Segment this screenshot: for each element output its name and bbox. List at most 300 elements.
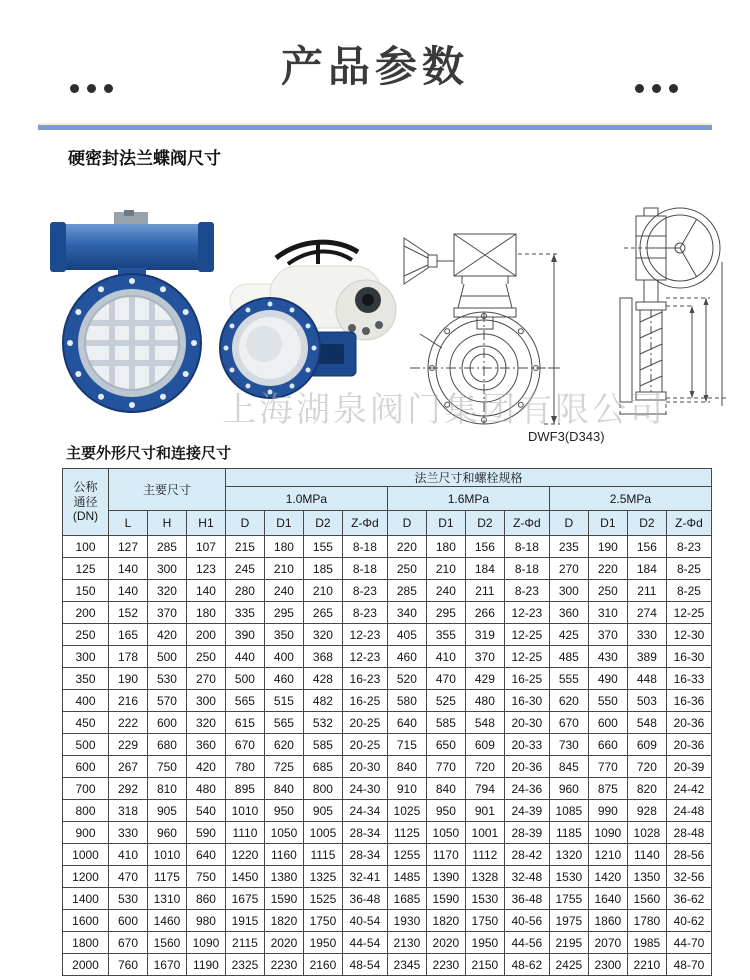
dn-cell: 2000 bbox=[63, 954, 109, 976]
value-cell: 2325 bbox=[225, 954, 264, 976]
table-row bbox=[63, 822, 712, 844]
value-cell: 20-25 bbox=[342, 712, 387, 734]
value-cell: 123 bbox=[186, 558, 225, 580]
value-cell: 1675 bbox=[225, 888, 264, 910]
value-cell: 1390 bbox=[426, 866, 465, 888]
value-cell: 680 bbox=[147, 734, 186, 756]
dimensions-table-wrap bbox=[62, 468, 712, 976]
value-cell: 429 bbox=[465, 668, 504, 690]
value-cell: 140 bbox=[109, 580, 148, 602]
value-cell: 240 bbox=[264, 580, 303, 602]
value-cell: 44-56 bbox=[504, 932, 549, 954]
value-cell: 390 bbox=[225, 624, 264, 646]
value-cell: 211 bbox=[627, 580, 666, 602]
value-cell: 928 bbox=[627, 800, 666, 822]
value-cell: 1001 bbox=[465, 822, 504, 844]
value-cell: 770 bbox=[588, 756, 627, 778]
dn-cell: 1200 bbox=[63, 866, 109, 888]
value-cell: 600 bbox=[147, 712, 186, 734]
value-cell: 20-39 bbox=[666, 756, 711, 778]
table-row bbox=[63, 580, 712, 602]
value-cell: 355 bbox=[426, 624, 465, 646]
value-cell: 960 bbox=[147, 822, 186, 844]
value-cell: 340 bbox=[387, 602, 426, 624]
value-cell: 615 bbox=[225, 712, 264, 734]
col-header: Z-Φd bbox=[342, 511, 387, 536]
value-cell: 1780 bbox=[627, 910, 666, 932]
col-header: D2 bbox=[465, 511, 504, 536]
table-row bbox=[63, 602, 712, 624]
value-cell: 8-18 bbox=[504, 558, 549, 580]
value-cell: 28-34 bbox=[342, 844, 387, 866]
value-cell: 2230 bbox=[264, 954, 303, 976]
value-cell: 36-48 bbox=[342, 888, 387, 910]
value-cell: 1560 bbox=[627, 888, 666, 910]
value-cell: 266 bbox=[465, 602, 504, 624]
value-cell: 1820 bbox=[264, 910, 303, 932]
value-cell: 265 bbox=[303, 602, 342, 624]
value-cell: 270 bbox=[549, 558, 588, 580]
value-cell: 211 bbox=[465, 580, 504, 602]
dn-cell: 350 bbox=[63, 668, 109, 690]
value-cell: 530 bbox=[147, 668, 186, 690]
value-cell: 274 bbox=[627, 602, 666, 624]
value-cell: 585 bbox=[426, 712, 465, 734]
value-cell: 1950 bbox=[303, 932, 342, 954]
value-cell: 48-54 bbox=[342, 954, 387, 976]
value-cell: 1170 bbox=[426, 844, 465, 866]
value-cell: 229 bbox=[109, 734, 148, 756]
drawing-model-label: DWF3(D343) bbox=[528, 429, 605, 444]
value-cell: 1090 bbox=[186, 932, 225, 954]
value-cell: 20-36 bbox=[504, 756, 549, 778]
value-cell: 1010 bbox=[147, 844, 186, 866]
value-cell: 715 bbox=[387, 734, 426, 756]
value-cell: 1420 bbox=[588, 866, 627, 888]
dn-cell: 250 bbox=[63, 624, 109, 646]
col-header: H1 bbox=[186, 511, 225, 536]
value-cell: 20-33 bbox=[504, 734, 549, 756]
value-cell: 482 bbox=[303, 690, 342, 712]
value-cell: 8-18 bbox=[342, 536, 387, 558]
value-cell: 1560 bbox=[147, 932, 186, 954]
value-cell: 548 bbox=[465, 712, 504, 734]
value-cell: 1530 bbox=[549, 866, 588, 888]
value-cell: 405 bbox=[387, 624, 426, 646]
subtitle: 硬密封法兰蝶阀尺寸 bbox=[68, 149, 221, 168]
value-cell: 8-23 bbox=[342, 602, 387, 624]
value-cell: 750 bbox=[147, 756, 186, 778]
value-cell: 28-34 bbox=[342, 822, 387, 844]
value-cell: 8-25 bbox=[666, 580, 711, 602]
table-row bbox=[63, 712, 712, 734]
value-cell: 609 bbox=[465, 734, 504, 756]
value-cell: 156 bbox=[627, 536, 666, 558]
value-cell: 515 bbox=[264, 690, 303, 712]
value-cell: 16-23 bbox=[342, 668, 387, 690]
col-header: D bbox=[225, 511, 264, 536]
value-cell: 370 bbox=[588, 624, 627, 646]
value-cell: 480 bbox=[186, 778, 225, 800]
header-pressure-2.5mpa: 2.5MPa bbox=[549, 487, 711, 511]
value-cell: 140 bbox=[186, 580, 225, 602]
value-cell: 1190 bbox=[186, 954, 225, 976]
value-cell: 190 bbox=[109, 668, 148, 690]
value-cell: 1525 bbox=[303, 888, 342, 910]
valve-photo-electric-actuator bbox=[218, 232, 398, 404]
value-cell: 448 bbox=[627, 668, 666, 690]
value-cell: 48-70 bbox=[666, 954, 711, 976]
value-cell: 16-33 bbox=[666, 668, 711, 690]
col-header: Z-Φd bbox=[504, 511, 549, 536]
value-cell: 295 bbox=[426, 602, 465, 624]
value-cell: 20-36 bbox=[666, 734, 711, 756]
value-cell: 525 bbox=[426, 690, 465, 712]
value-cell: 1975 bbox=[549, 910, 588, 932]
value-cell: 300 bbox=[549, 580, 588, 602]
value-cell: 330 bbox=[109, 822, 148, 844]
value-cell: 8-25 bbox=[666, 558, 711, 580]
value-cell: 650 bbox=[426, 734, 465, 756]
table-row bbox=[63, 932, 712, 954]
value-cell: 555 bbox=[549, 668, 588, 690]
col-header: D1 bbox=[264, 511, 303, 536]
value-cell: 845 bbox=[549, 756, 588, 778]
value-cell: 220 bbox=[387, 536, 426, 558]
value-cell: 1328 bbox=[465, 866, 504, 888]
value-cell: 8-23 bbox=[666, 536, 711, 558]
value-cell: 36-62 bbox=[666, 888, 711, 910]
value-cell: 32-56 bbox=[666, 866, 711, 888]
dn-cell: 900 bbox=[63, 822, 109, 844]
value-cell: 370 bbox=[147, 602, 186, 624]
value-cell: 1090 bbox=[588, 822, 627, 844]
value-cell: 532 bbox=[303, 712, 342, 734]
decor-dots-left-icon bbox=[70, 84, 113, 93]
value-cell: 1110 bbox=[225, 822, 264, 844]
value-cell: 620 bbox=[264, 734, 303, 756]
value-cell: 600 bbox=[588, 712, 627, 734]
value-cell: 8-18 bbox=[342, 558, 387, 580]
value-cell: 420 bbox=[186, 756, 225, 778]
dn-cell: 800 bbox=[63, 800, 109, 822]
header-dn-line1: 公称 bbox=[73, 480, 98, 495]
value-cell: 1750 bbox=[303, 910, 342, 932]
value-cell: 1185 bbox=[549, 822, 588, 844]
value-cell: 905 bbox=[147, 800, 186, 822]
value-cell: 1028 bbox=[627, 822, 666, 844]
value-cell: 1210 bbox=[588, 844, 627, 866]
value-cell: 725 bbox=[264, 756, 303, 778]
value-cell: 360 bbox=[549, 602, 588, 624]
value-cell: 720 bbox=[627, 756, 666, 778]
value-cell: 184 bbox=[627, 558, 666, 580]
value-cell: 2300 bbox=[588, 954, 627, 976]
table-row bbox=[63, 558, 712, 580]
value-cell: 428 bbox=[303, 668, 342, 690]
dn-cell: 125 bbox=[63, 558, 109, 580]
value-cell: 860 bbox=[186, 888, 225, 910]
value-cell: 370 bbox=[465, 646, 504, 668]
value-cell: 250 bbox=[186, 646, 225, 668]
value-cell: 1320 bbox=[549, 844, 588, 866]
value-cell: 240 bbox=[426, 580, 465, 602]
value-cell: 24-39 bbox=[504, 800, 549, 822]
table-row bbox=[63, 690, 712, 712]
value-cell: 1590 bbox=[264, 888, 303, 910]
value-cell: 1750 bbox=[465, 910, 504, 932]
value-cell: 36-48 bbox=[504, 888, 549, 910]
table-row bbox=[63, 646, 712, 668]
value-cell: 1140 bbox=[627, 844, 666, 866]
value-cell: 24-30 bbox=[342, 778, 387, 800]
value-cell: 16-30 bbox=[666, 646, 711, 668]
value-cell: 389 bbox=[627, 646, 666, 668]
col-header: D2 bbox=[303, 511, 342, 536]
value-cell: 950 bbox=[426, 800, 465, 822]
value-cell: 1485 bbox=[387, 866, 426, 888]
col-header: D bbox=[387, 511, 426, 536]
value-cell: 20-30 bbox=[342, 756, 387, 778]
header-pressure-1.0mpa: 1.0MPa bbox=[225, 487, 387, 511]
dn-cell: 100 bbox=[63, 536, 109, 558]
value-cell: 12-25 bbox=[504, 624, 549, 646]
value-cell: 1025 bbox=[387, 800, 426, 822]
value-cell: 280 bbox=[225, 580, 264, 602]
value-cell: 2070 bbox=[588, 932, 627, 954]
col-header: D1 bbox=[588, 511, 627, 536]
value-cell: 28-48 bbox=[666, 822, 711, 844]
valve-photo-pneumatic-actuator bbox=[48, 210, 216, 415]
value-cell: 16-25 bbox=[342, 690, 387, 712]
value-cell: 310 bbox=[588, 602, 627, 624]
value-cell: 640 bbox=[186, 844, 225, 866]
table-row bbox=[63, 866, 712, 888]
value-cell: 425 bbox=[549, 624, 588, 646]
value-cell: 210 bbox=[264, 558, 303, 580]
value-cell: 600 bbox=[109, 910, 148, 932]
value-cell: 440 bbox=[225, 646, 264, 668]
value-cell: 670 bbox=[549, 712, 588, 734]
dn-cell: 400 bbox=[63, 690, 109, 712]
table-row bbox=[63, 844, 712, 866]
value-cell: 350 bbox=[264, 624, 303, 646]
value-cell: 1005 bbox=[303, 822, 342, 844]
value-cell: 24-42 bbox=[666, 778, 711, 800]
value-cell: 550 bbox=[588, 690, 627, 712]
value-cell: 730 bbox=[549, 734, 588, 756]
table-row bbox=[63, 778, 712, 800]
value-cell: 16-36 bbox=[666, 690, 711, 712]
header-main-dimensions: 主要尺寸 bbox=[109, 469, 226, 511]
value-cell: 1450 bbox=[225, 866, 264, 888]
value-cell: 590 bbox=[186, 822, 225, 844]
decor-dots-right-icon bbox=[635, 84, 678, 93]
dn-cell: 150 bbox=[63, 580, 109, 602]
value-cell: 1112 bbox=[465, 844, 504, 866]
value-cell: 1755 bbox=[549, 888, 588, 910]
value-cell: 8-23 bbox=[504, 580, 549, 602]
value-cell: 140 bbox=[109, 558, 148, 580]
value-cell: 1310 bbox=[147, 888, 186, 910]
value-cell: 530 bbox=[109, 888, 148, 910]
value-cell: 319 bbox=[465, 624, 504, 646]
value-cell: 48-62 bbox=[504, 954, 549, 976]
value-cell: 1010 bbox=[225, 800, 264, 822]
value-cell: 285 bbox=[147, 536, 186, 558]
table-row bbox=[63, 954, 712, 976]
value-cell: 1530 bbox=[465, 888, 504, 910]
table-row bbox=[63, 888, 712, 910]
value-cell: 430 bbox=[588, 646, 627, 668]
col-header: Z-Φd bbox=[666, 511, 711, 536]
col-header: D bbox=[549, 511, 588, 536]
value-cell: 770 bbox=[426, 756, 465, 778]
value-cell: 40-56 bbox=[504, 910, 549, 932]
dn-cell: 450 bbox=[63, 712, 109, 734]
value-cell: 410 bbox=[109, 844, 148, 866]
value-cell: 215 bbox=[225, 536, 264, 558]
value-cell: 8-23 bbox=[342, 580, 387, 602]
value-cell: 2230 bbox=[426, 954, 465, 976]
value-cell: 220 bbox=[588, 558, 627, 580]
value-cell: 1860 bbox=[588, 910, 627, 932]
value-cell: 780 bbox=[225, 756, 264, 778]
value-cell: 28-39 bbox=[504, 822, 549, 844]
value-cell: 620 bbox=[549, 690, 588, 712]
value-cell: 1160 bbox=[264, 844, 303, 866]
value-cell: 1915 bbox=[225, 910, 264, 932]
value-cell: 222 bbox=[109, 712, 148, 734]
title-divider bbox=[38, 123, 712, 130]
value-cell: 2425 bbox=[549, 954, 588, 976]
value-cell: 200 bbox=[186, 624, 225, 646]
value-cell: 520 bbox=[387, 668, 426, 690]
table-row bbox=[63, 734, 712, 756]
value-cell: 44-54 bbox=[342, 932, 387, 954]
value-cell: 840 bbox=[387, 756, 426, 778]
value-cell: 127 bbox=[109, 536, 148, 558]
value-cell: 460 bbox=[387, 646, 426, 668]
value-cell: 245 bbox=[225, 558, 264, 580]
value-cell: 470 bbox=[109, 866, 148, 888]
value-cell: 2150 bbox=[465, 954, 504, 976]
value-cell: 660 bbox=[588, 734, 627, 756]
value-cell: 640 bbox=[387, 712, 426, 734]
value-cell: 2115 bbox=[225, 932, 264, 954]
value-cell: 410 bbox=[426, 646, 465, 668]
value-cell: 485 bbox=[549, 646, 588, 668]
value-cell: 460 bbox=[264, 668, 303, 690]
value-cell: 24-36 bbox=[504, 778, 549, 800]
value-cell: 1985 bbox=[627, 932, 666, 954]
table-body bbox=[63, 536, 712, 976]
value-cell: 270 bbox=[186, 668, 225, 690]
value-cell: 820 bbox=[627, 778, 666, 800]
value-cell: 250 bbox=[588, 580, 627, 602]
value-cell: 1115 bbox=[303, 844, 342, 866]
value-cell: 20-30 bbox=[504, 712, 549, 734]
value-cell: 8-18 bbox=[504, 536, 549, 558]
value-cell: 480 bbox=[465, 690, 504, 712]
header-dn bbox=[63, 469, 109, 536]
value-cell: 1125 bbox=[387, 822, 426, 844]
value-cell: 107 bbox=[186, 536, 225, 558]
value-cell: 840 bbox=[264, 778, 303, 800]
value-cell: 216 bbox=[109, 690, 148, 712]
value-cell: 1325 bbox=[303, 866, 342, 888]
page-title: 产品参数 bbox=[280, 43, 469, 90]
table-row bbox=[63, 910, 712, 932]
value-cell: 2195 bbox=[549, 932, 588, 954]
value-cell: 500 bbox=[147, 646, 186, 668]
value-cell: 570 bbox=[147, 690, 186, 712]
value-cell: 2345 bbox=[387, 954, 426, 976]
dn-cell: 500 bbox=[63, 734, 109, 756]
value-cell: 295 bbox=[264, 602, 303, 624]
value-cell: 28-56 bbox=[666, 844, 711, 866]
dn-cell: 700 bbox=[63, 778, 109, 800]
value-cell: 1460 bbox=[147, 910, 186, 932]
value-cell: 12-25 bbox=[504, 646, 549, 668]
value-cell: 585 bbox=[303, 734, 342, 756]
value-cell: 840 bbox=[426, 778, 465, 800]
value-cell: 1820 bbox=[426, 910, 465, 932]
value-cell: 210 bbox=[426, 558, 465, 580]
value-cell: 184 bbox=[465, 558, 504, 580]
value-cell: 2130 bbox=[387, 932, 426, 954]
value-cell: 2210 bbox=[627, 954, 666, 976]
value-cell: 905 bbox=[303, 800, 342, 822]
value-cell: 368 bbox=[303, 646, 342, 668]
value-cell: 1050 bbox=[426, 822, 465, 844]
value-cell: 40-62 bbox=[666, 910, 711, 932]
value-cell: 16-30 bbox=[504, 690, 549, 712]
value-cell: 910 bbox=[387, 778, 426, 800]
header-dn-line3: (DN) bbox=[72, 509, 99, 524]
value-cell: 2020 bbox=[426, 932, 465, 954]
value-cell: 20-36 bbox=[666, 712, 711, 734]
value-cell: 12-25 bbox=[666, 602, 711, 624]
value-cell: 1085 bbox=[549, 800, 588, 822]
value-cell: 32-48 bbox=[504, 866, 549, 888]
value-cell: 267 bbox=[109, 756, 148, 778]
value-cell: 1685 bbox=[387, 888, 426, 910]
header-pressure-1.6mpa: 1.6MPa bbox=[387, 487, 549, 511]
value-cell: 500 bbox=[225, 668, 264, 690]
value-cell: 16-25 bbox=[504, 668, 549, 690]
value-cell: 190 bbox=[588, 536, 627, 558]
value-cell: 548 bbox=[627, 712, 666, 734]
value-cell: 540 bbox=[186, 800, 225, 822]
value-cell: 1255 bbox=[387, 844, 426, 866]
value-cell: 685 bbox=[303, 756, 342, 778]
value-cell: 503 bbox=[627, 690, 666, 712]
value-cell: 1050 bbox=[264, 822, 303, 844]
value-cell: 1640 bbox=[588, 888, 627, 910]
value-cell: 180 bbox=[264, 536, 303, 558]
value-cell: 1350 bbox=[627, 866, 666, 888]
value-cell: 12-23 bbox=[504, 602, 549, 624]
value-cell: 320 bbox=[186, 712, 225, 734]
value-cell: 1175 bbox=[147, 866, 186, 888]
value-cell: 156 bbox=[465, 536, 504, 558]
dn-cell: 1800 bbox=[63, 932, 109, 954]
value-cell: 40-54 bbox=[342, 910, 387, 932]
value-cell: 760 bbox=[109, 954, 148, 976]
value-cell: 178 bbox=[109, 646, 148, 668]
value-cell: 12-23 bbox=[342, 624, 387, 646]
